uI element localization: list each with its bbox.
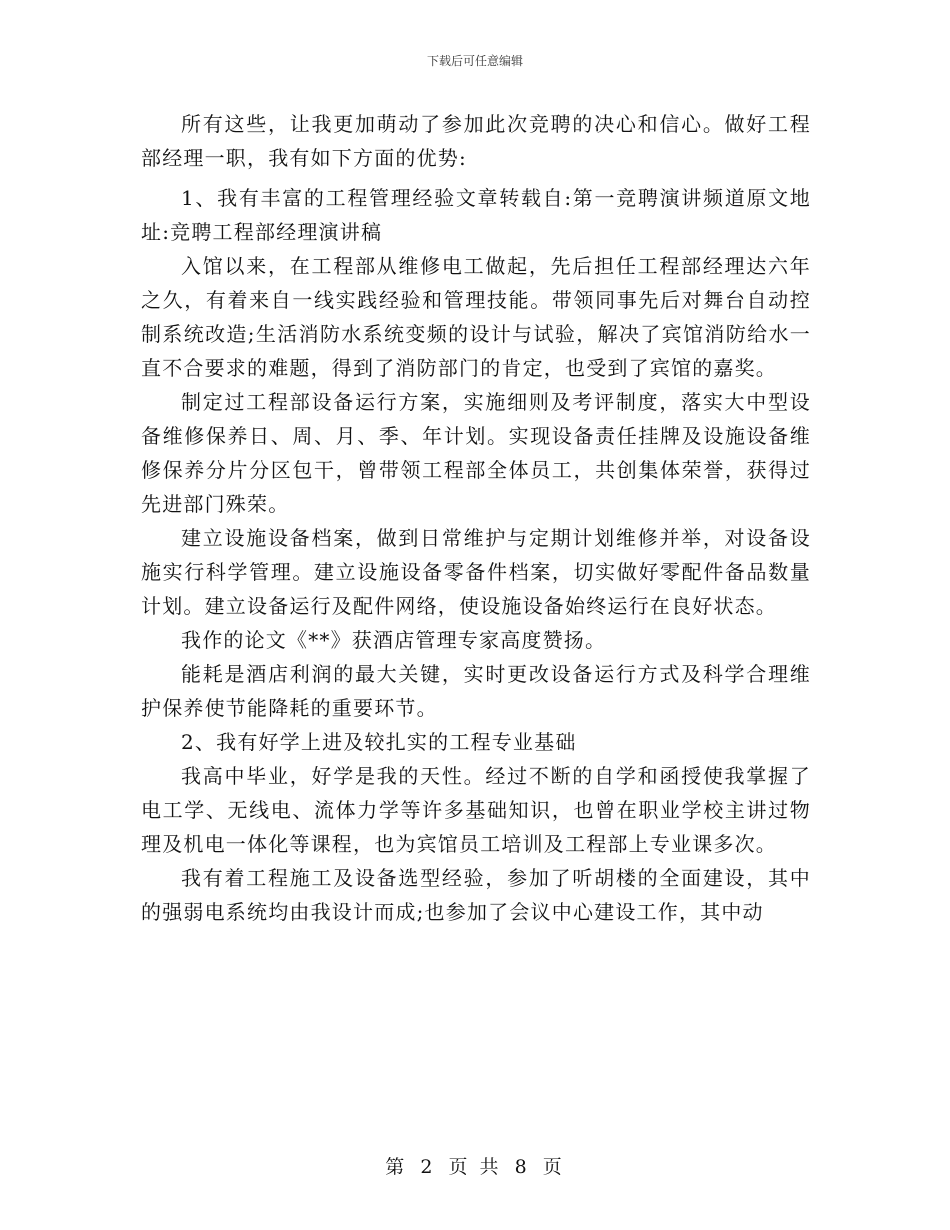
paragraph: 所有这些，让我更加萌动了参加此次竞聘的决心和信心。做好工程部经理一职，我有如下方面的优势: (141, 112, 811, 170)
paragraph: 2、我有好学上进及较扎实的工程专业基础 (181, 730, 577, 754)
page-total-number: 8 (514, 1156, 530, 1178)
page-header: 下载后可任意编辑 (426, 54, 523, 68)
paragraph: 能耗是酒店利润的最大关键，实时更改设备运行方式及科学合理维护保养使节能降耗的重要环节。 (141, 662, 811, 720)
paragraph: 我有着工程施工及设备选型经验，参加了听胡楼的全面建设，其中的强弱电系统均由我设计而成;也参加了会议中心建设工作，其中动 (141, 866, 811, 924)
paragraph: 我高中毕业，好学是我的天性。经过不断的自学和函授使我掌握了电工学、无线电、流体力学等许多基础知识，也曾在职业学校主讲过物理及机电一体化等课程，也为宾馆员工培训及工程部上专业课多次。 (141, 764, 811, 856)
page-label-suffix: 页 (542, 1156, 565, 1178)
paragraph: 1、我有丰富的工程管理经验文章转载自:第一竞聘演讲频道原文地址:竞聘工程部经理演讲稿 (141, 186, 811, 244)
document-body (141, 107, 811, 929)
page-current-number: 2 (420, 1156, 436, 1178)
paragraph: 我作的论文《**》获酒店管理专家高度赞扬。 (181, 628, 607, 652)
paragraph: 制定过工程部设备运行方案，实施细则及考评制度，落实大中型设备维修保养日、周、月、季、年计划。实现设备责任挂牌及设施设备维修保养分片分区包干，曾带领工程部全体员工，共创集体荣誉，获得过先进部门殊荣。 (141, 390, 811, 516)
paragraph: 入馆以来，在工程部从维修电工做起，先后担任工程部经理达六年之久，有着来自一线实践经验和管理技能。带领同事先后对舞台自动控制系统改造;生活消防水系统变频的设计与试验，解决了宾馆消防给水一直不合要求的难题，得到了消防部门的肯定，也受到了宾馆的嘉奖。 (141, 254, 811, 380)
paragraph: 建立设施设备档案，做到日常维护与定期计划维修并举，对设备设施实行科学管理。建立设施设备零备件档案，切实做好零配件备品数量计划。建立设备运行及配件网络，使设施设备始终运行在良好状态。 (141, 526, 811, 618)
page-label-prefix: 第 (385, 1156, 408, 1178)
page-footer (0, 1152, 950, 1179)
page-label-mid: 页 共 (448, 1156, 502, 1178)
